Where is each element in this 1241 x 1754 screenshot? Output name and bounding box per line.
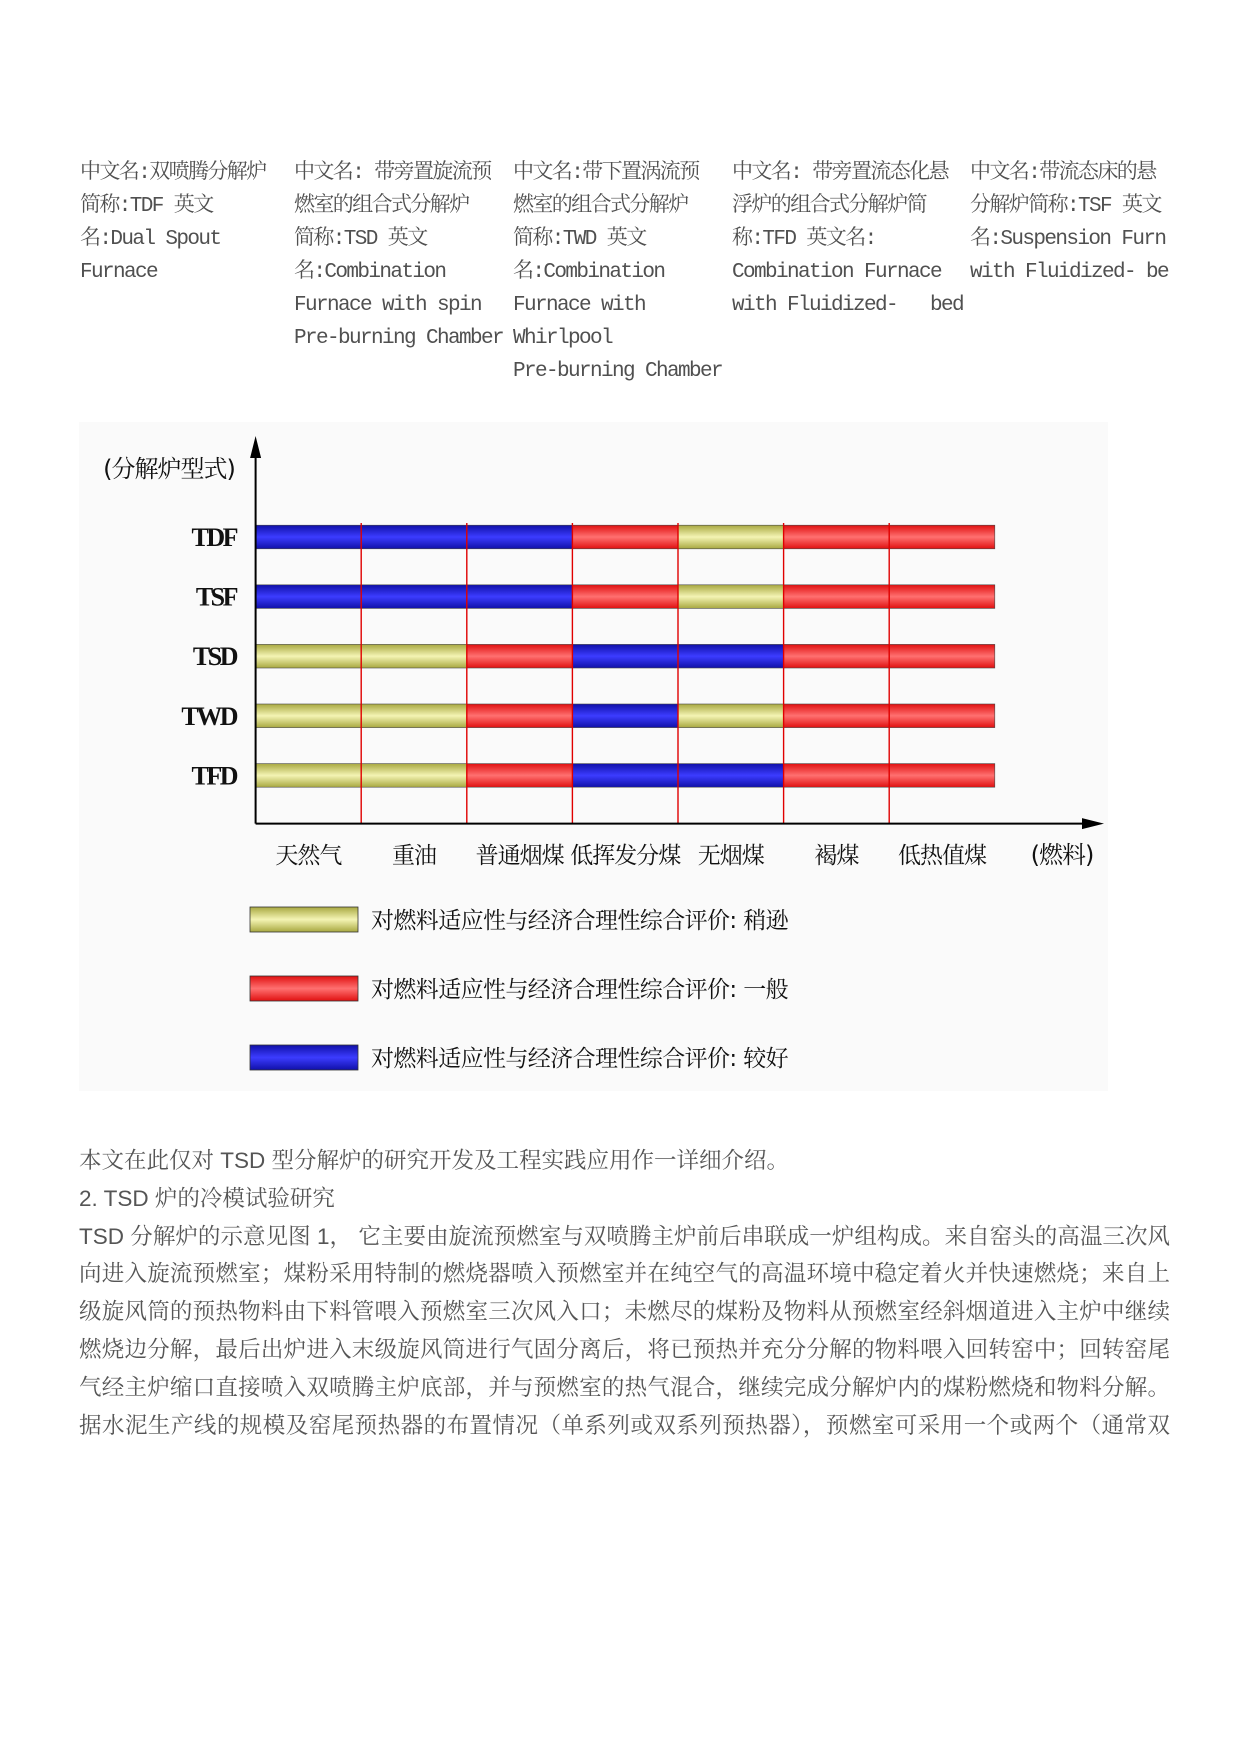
bar-segment xyxy=(256,585,362,609)
bar-segment xyxy=(256,644,362,668)
paragraph-line: 据水泥生产线的规模及窑尾预热器的布置情况（单系列或双系列预热器），预燃室可采用一个或两个（通常双 xyxy=(79,1412,1170,1438)
bar-segment xyxy=(678,764,784,788)
x-tick-label: 低热值煤 xyxy=(898,843,986,869)
x-axis-arrow-icon xyxy=(1082,818,1104,829)
table-line: 浮炉的组合式分解炉简 xyxy=(732,195,926,218)
table-line: 简称:TSD 英文 xyxy=(294,228,427,251)
table-line: 燃室的组合式分解炉 xyxy=(294,195,469,218)
intro-sentence: 本文在此仅对 TSD 型分解炉的研究开发及工程实践应用作一详细介绍。 xyxy=(79,1148,790,1173)
x-tick-label: 普通烟煤 xyxy=(475,843,564,869)
bar-segment xyxy=(572,644,678,668)
bar-segment xyxy=(467,644,573,668)
y-tick-label: TSF xyxy=(195,582,236,612)
bar-segment xyxy=(784,644,890,668)
table-line: 燃室的组合式分解炉 xyxy=(513,195,688,218)
furnace-desc-tsd xyxy=(294,157,511,355)
bar-segment xyxy=(784,704,890,728)
legend-label: 对燃料适应性与经济合理性综合评价: 稍逊 xyxy=(371,908,789,934)
furnace-desc-twd xyxy=(513,157,730,388)
bar-segment xyxy=(361,525,467,549)
table-line: Pre-burning Chamber xyxy=(513,360,723,383)
bar-segment xyxy=(256,525,362,549)
table-line: 分解炉简称:TSF 英文 xyxy=(970,195,1161,218)
y-axis-title: (分解炉型式) xyxy=(103,455,235,483)
legend-label: 对燃料适应性与经济合理性综合评价: 一般 xyxy=(371,977,789,1003)
x-tick-label: 天然气 xyxy=(275,843,342,869)
legend-label: 对燃料适应性与经济合理性综合评价: 较好 xyxy=(371,1046,789,1072)
table-line: Whirlpool xyxy=(513,327,613,350)
table-line: 称:TFD 英文名: xyxy=(732,228,876,251)
legend-swatch xyxy=(250,1045,358,1070)
legend-swatch xyxy=(250,976,358,1001)
y-tick-label: TDF xyxy=(191,523,236,552)
bar-segment xyxy=(572,585,678,609)
table-line: 名:Combination xyxy=(513,261,665,284)
table-line: with Fluidized- be xyxy=(970,261,1169,284)
furnace-desc-tsf xyxy=(970,157,1170,289)
x-axis-title: (燃料) xyxy=(1030,841,1094,869)
bar-segment xyxy=(467,525,573,549)
bar-segment xyxy=(889,525,995,549)
bar-segment xyxy=(889,704,995,728)
paragraph-line: 向进入旋流预燃室；煤粉采用特制的燃烧器喷入预燃室并在纯空气的高温环境中稳定着火并快速燃烧；来自上 xyxy=(79,1261,1170,1287)
bar-segment xyxy=(678,644,784,668)
table-line: Furnace with spin xyxy=(294,294,482,317)
y-axis-arrow-icon xyxy=(250,436,261,458)
bar-segment xyxy=(678,704,784,728)
chart-svg xyxy=(79,422,1108,1091)
table-line: with Fluidized- bed xyxy=(732,294,964,317)
bar-segment xyxy=(361,764,467,788)
table-line: Combination Furnace xyxy=(732,261,942,284)
table-line: 简称:TDF 英文 xyxy=(80,195,213,218)
table-line: 中文名:带流态床的悬 xyxy=(970,162,1156,185)
y-tick-label: TWD xyxy=(181,701,236,731)
bar-segment xyxy=(361,644,467,668)
body-text xyxy=(79,1142,1170,1444)
bar-segment xyxy=(889,585,995,609)
table-line: Furnace with xyxy=(513,294,646,317)
bar-segment xyxy=(678,525,784,549)
table-line: Pre-burning Chamber xyxy=(294,327,504,350)
bar-segment xyxy=(678,585,784,609)
table-line: 简称:TWD 英文 xyxy=(513,228,646,251)
bar-segment xyxy=(784,764,890,788)
y-tick-label: TFD xyxy=(191,761,236,791)
paragraph-line: 气经主炉缩口直接喷入双喷腾主炉底部，并与预燃室的热气混合，继续完成分解炉内的煤粉燃烧和物料分解。 xyxy=(79,1374,1170,1400)
bar-segment xyxy=(572,704,678,728)
bar-segment xyxy=(361,585,467,609)
table-line: 名:Suspension Furn xyxy=(970,228,1166,251)
table-line: 中文名: 带旁置旋流预 xyxy=(294,162,491,185)
bar-segment xyxy=(256,764,362,788)
x-tick-label: 重油 xyxy=(392,843,436,869)
table-line: Furnace xyxy=(80,261,158,284)
paragraph-line: TSD 分解炉的示意见图 1， 它主要由旋流预燃室与双喷腾主炉前后串联成一炉组构成。来自窑头的高温三次风 xyxy=(79,1223,1170,1249)
furnace-desc-tdf xyxy=(80,157,292,289)
section-heading: 2. TSD 炉的冷模试验研究 xyxy=(79,1185,335,1211)
table-line: 中文名: 带旁置流态化悬 xyxy=(732,162,949,185)
table-line: 名:Combination xyxy=(294,261,446,284)
paragraph-line: 级旋风筒的预热物料由下料管喂入预燃室三次风入口；未燃尽的煤粉及物料从预燃室经斜烟道进入主炉中继续 xyxy=(79,1299,1170,1325)
bar-segment xyxy=(572,764,678,788)
fuel-adaptability-chart xyxy=(79,422,1108,1091)
y-tick-label: TSD xyxy=(192,642,236,672)
bar-segment xyxy=(784,585,890,609)
bar-segment xyxy=(889,644,995,668)
bar-segment xyxy=(467,704,573,728)
legend-swatch xyxy=(250,907,358,932)
table-line: 名:Dual Spout xyxy=(80,228,221,251)
bar-segment xyxy=(467,764,573,788)
table-line: 中文名:带下置涡流预 xyxy=(513,162,699,185)
bar-segment xyxy=(889,764,995,788)
bar-segment xyxy=(572,525,678,549)
furnace-desc-tfd xyxy=(732,157,968,322)
x-tick-label: 褐煤 xyxy=(814,843,859,869)
x-tick-label: 无烟煤 xyxy=(697,843,764,869)
bar-segment xyxy=(467,585,573,609)
bar-segment xyxy=(784,525,890,549)
x-tick-label: 低挥发分煤 xyxy=(570,843,681,869)
paragraph-line: 燃烧边分解，最后出炉进入末级旋风筒进行气固分离后，将已预热并充分分解的物料喂入回转窑中；回转窑尾 xyxy=(79,1336,1170,1362)
table-line: 中文名:双喷腾分解炉 xyxy=(80,162,266,185)
bar-segment xyxy=(361,704,467,728)
bar-segment xyxy=(256,704,362,728)
